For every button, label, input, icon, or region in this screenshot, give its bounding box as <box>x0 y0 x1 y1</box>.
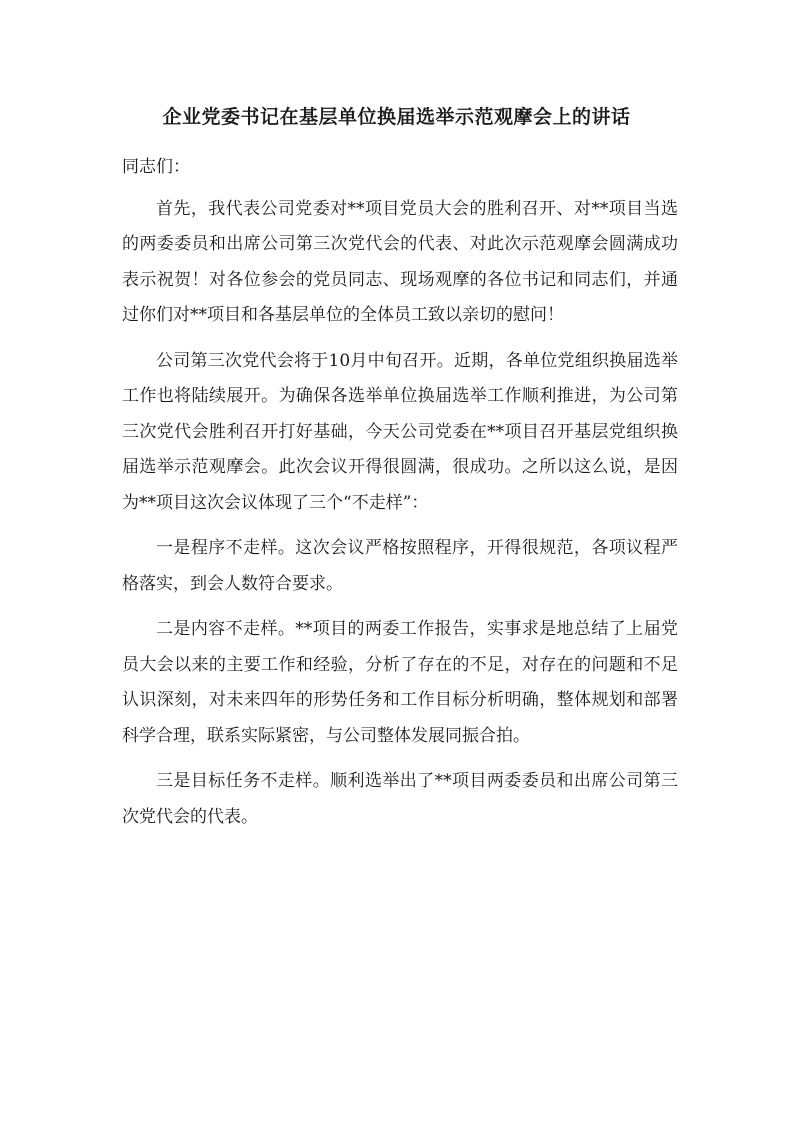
paragraph-content: 二是内容不走样。**项目的两委工作报告，实事求是地总结了上届党员大会以来的主要工作和经验，分析了存在的不足，对存在的问题和不足认识深刻，对未来四年的形势任务和工作目标分析明确，整体规划和部署科学合理，联系实际紧密，与公司整体发展同振合拍。 <box>122 619 678 746</box>
paragraph-objectives: 三是目标任务不走样。顺利选举出了**项目两委委员和出席公司第三次党代会的代表。 <box>122 771 678 827</box>
paragraph-meeting-background: 公司第三次党代会将于10月中旬召开。近期，各单位党组织换届选举工作也将陆续展开。为确保各选举单位换届选举工作顺利推进，为公司第三次党代会胜利召开打好基础，今天公司党委在**项目召开基层党组织换届选举示范观摩会。此次会议开得很圆满，很成功。之所以这么说，是因为**项目这次会议体现了三个“不走样”： <box>122 350 678 513</box>
document-body <box>122 150 678 845</box>
paragraph-opening-congratulations: 首先，我代表公司党委对**项目党员大会的胜利召开、对**项目当选的两委委员和出席公司第三次党代会的代表、对此次示范观摩会圆满成功表示祝贺！对各位参会的党员同志、现场观摩的各位书记和同志们，并通过你们对**项目和各基层单位的全体员工致以亲切的慰问！ <box>122 198 678 325</box>
salutation: 同志们： <box>122 157 190 177</box>
document-title: 企业党委书记在基层单位换届选举示范观摩会上的讲话 <box>162 106 631 128</box>
paragraph-procedure: 一是程序不走样。这次会议严格按照程序，开得很规范，各项议程严格落实，到会人数符合要求。 <box>122 538 678 594</box>
